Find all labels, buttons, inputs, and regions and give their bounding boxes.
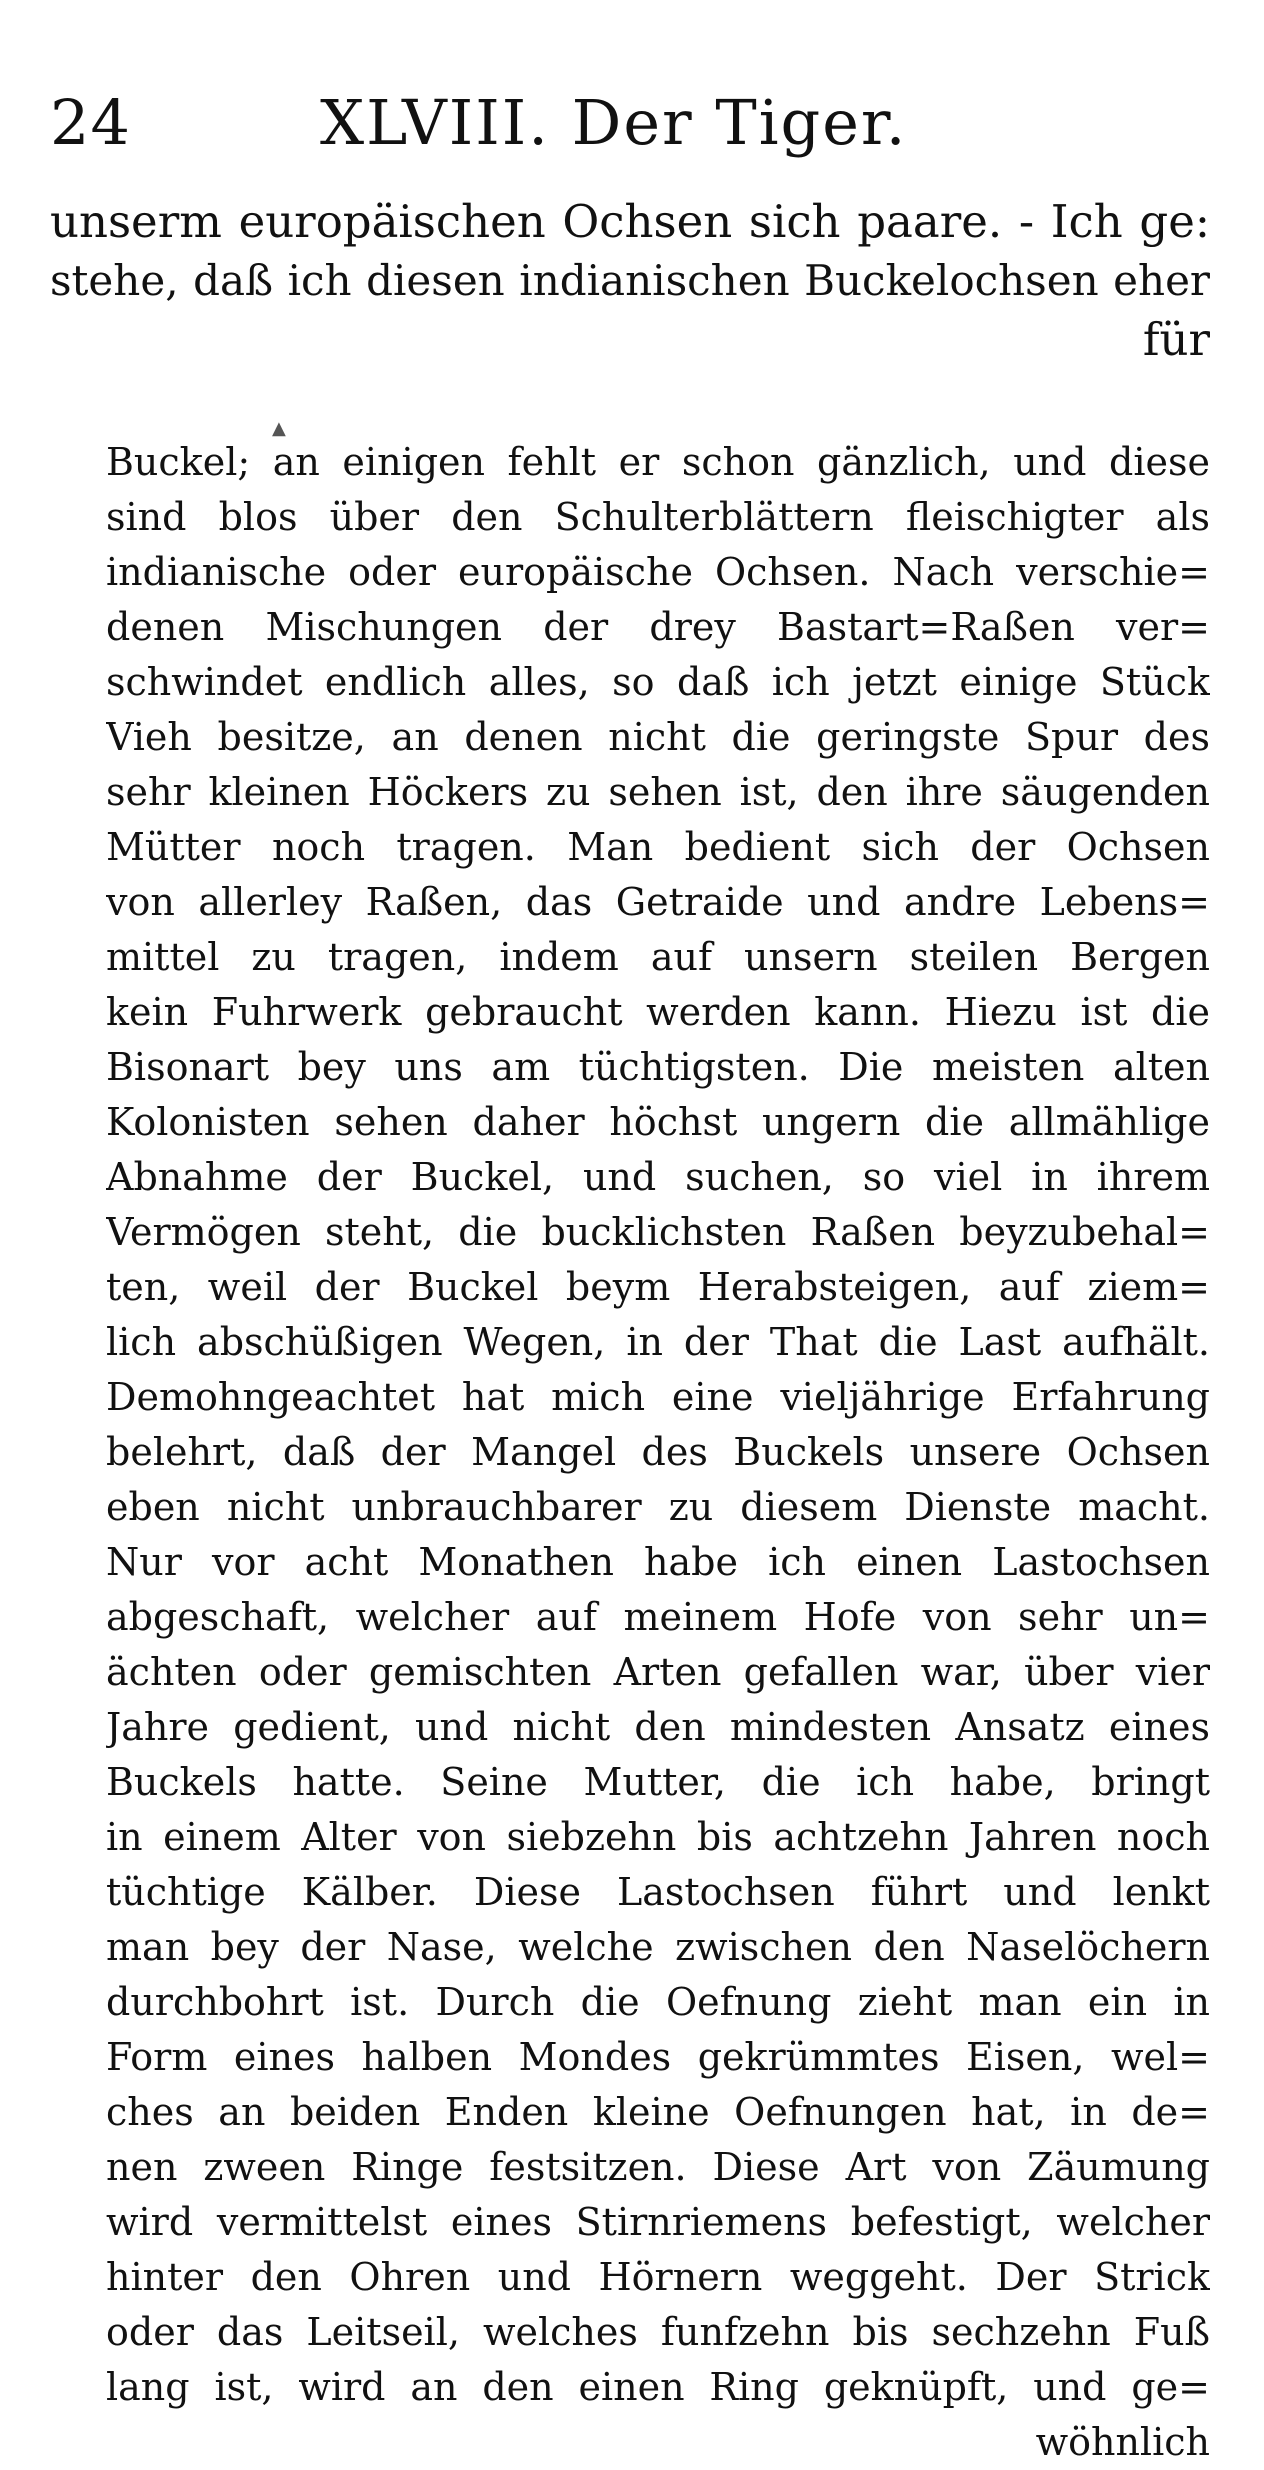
text-line: kein Fuhrwerk gebraucht werden kann. Hiezu ist die: [106, 990, 1210, 1034]
text-line: ten, weil der Buckel beym Herabsteigen, auf ziem=: [106, 1265, 1210, 1309]
text-line: Bisonart bey uns am tüchtigsten. Die meisten alten: [106, 1045, 1210, 1089]
text-line: lang ist, wird an den einen Ring geknüpft, und ge=: [106, 2365, 1210, 2409]
text-line: in einem Alter von siebzehn bis achtzehn Jahren noch: [106, 1815, 1210, 1859]
text-line: Buckels hatte. Seine Mutter, die ich habe, bringt: [106, 1760, 1210, 1804]
running-title: XLVIII. Der Tiger.: [320, 86, 908, 159]
text-line: schwindet endlich alles, so daß ich jetzt einige Stück: [106, 660, 1210, 704]
text-line: ches an beiden Enden kleine Oefnungen hat, in de=: [106, 2090, 1210, 2134]
text-line: Buckel; an einigen fehlt er schon gänzlich, und diese: [106, 440, 1210, 484]
text-line: denen Mischungen der drey Bastart=Raßen ver=: [106, 605, 1210, 649]
text-line: eben nicht unbrauchbarer zu diesem Dienste macht.: [106, 1485, 1210, 1529]
footnote-block: [106, 435, 1210, 2470]
text-line: oder das Leitseil, welches funfzehn bis sechzehn Fuß: [106, 2310, 1210, 2354]
page-header: [50, 78, 1210, 168]
text-line: ächten oder gemischten Arten gefallen war, über vier: [106, 1650, 1210, 1694]
text-line: unserm europäischen Ochsen sich paare. - Ich ge:: [50, 195, 1210, 248]
catchword: für: [1142, 313, 1210, 366]
text-line: abgeschaft, welcher auf meinem Hofe von sehr un=: [106, 1595, 1210, 1639]
text-line: tüchtige Kälber. Diese Lastochsen führt und lenkt: [106, 1870, 1210, 1914]
text-line: stehe, daß ich diesen indianischen Buckelochsen eher: [50, 256, 1210, 305]
text-line: Jahre gedient, und nicht den mindesten Ansatz eines: [106, 1705, 1210, 1749]
top-paragraph: [50, 192, 1210, 369]
page-number: 24: [50, 86, 131, 159]
text-line: durchbohrt ist. Durch die Oefnung zieht man ein in: [106, 1980, 1210, 2024]
text-line: Kolonisten sehen daher höchst ungern die allmählige: [106, 1100, 1210, 1144]
text-line: hinter den Ohren und Hörnern weggeht. Der Strick: [106, 2255, 1210, 2299]
text-line: indianische oder europäische Ochsen. Nach verschie=: [106, 550, 1210, 594]
text-line: Vermögen steht, die bucklichsten Raßen beyzubehal=: [106, 1210, 1210, 1254]
catchword: wöhnlich: [1035, 2420, 1210, 2464]
text-line: Vieh besitze, an denen nicht die geringste Spur des: [106, 715, 1210, 759]
text-line: Demohngeachtet hat mich eine vieljährige Erfahrung: [106, 1375, 1210, 1419]
text-line: sind blos über den Schulterblättern fleischigter als: [106, 495, 1210, 539]
text-line: sehr kleinen Höckers zu sehen ist, den ihre säugenden: [106, 770, 1210, 814]
ink-speck-icon: ▲: [272, 418, 286, 439]
text-line: nen zween Ringe festsitzen. Diese Art von Zäumung: [106, 2145, 1210, 2189]
text-line: Mütter noch tragen. Man bedient sich der Ochsen: [106, 825, 1210, 869]
text-line: lich abschüßigen Wegen, in der That die Last aufhält.: [106, 1320, 1210, 1364]
text-line: man bey der Nase, welche zwischen den Naselöchern: [106, 1925, 1210, 1969]
text-line: von allerley Raßen, das Getraide und andre Lebens=: [106, 880, 1210, 924]
text-line: Abnahme der Buckel, und suchen, so viel in ihrem: [106, 1155, 1210, 1199]
text-line: Nur vor acht Monathen habe ich einen Lastochsen: [106, 1540, 1210, 1584]
text-line: Form eines halben Mondes gekrümmtes Eisen, wel=: [106, 2035, 1210, 2079]
text-line: belehrt, daß der Mangel des Buckels unsere Ochsen: [106, 1430, 1210, 1474]
text-line: wird vermittelst eines Stirnriemens befestigt, welcher: [106, 2200, 1210, 2244]
text-line: mittel zu tragen, indem auf unsern steilen Bergen: [106, 935, 1210, 979]
